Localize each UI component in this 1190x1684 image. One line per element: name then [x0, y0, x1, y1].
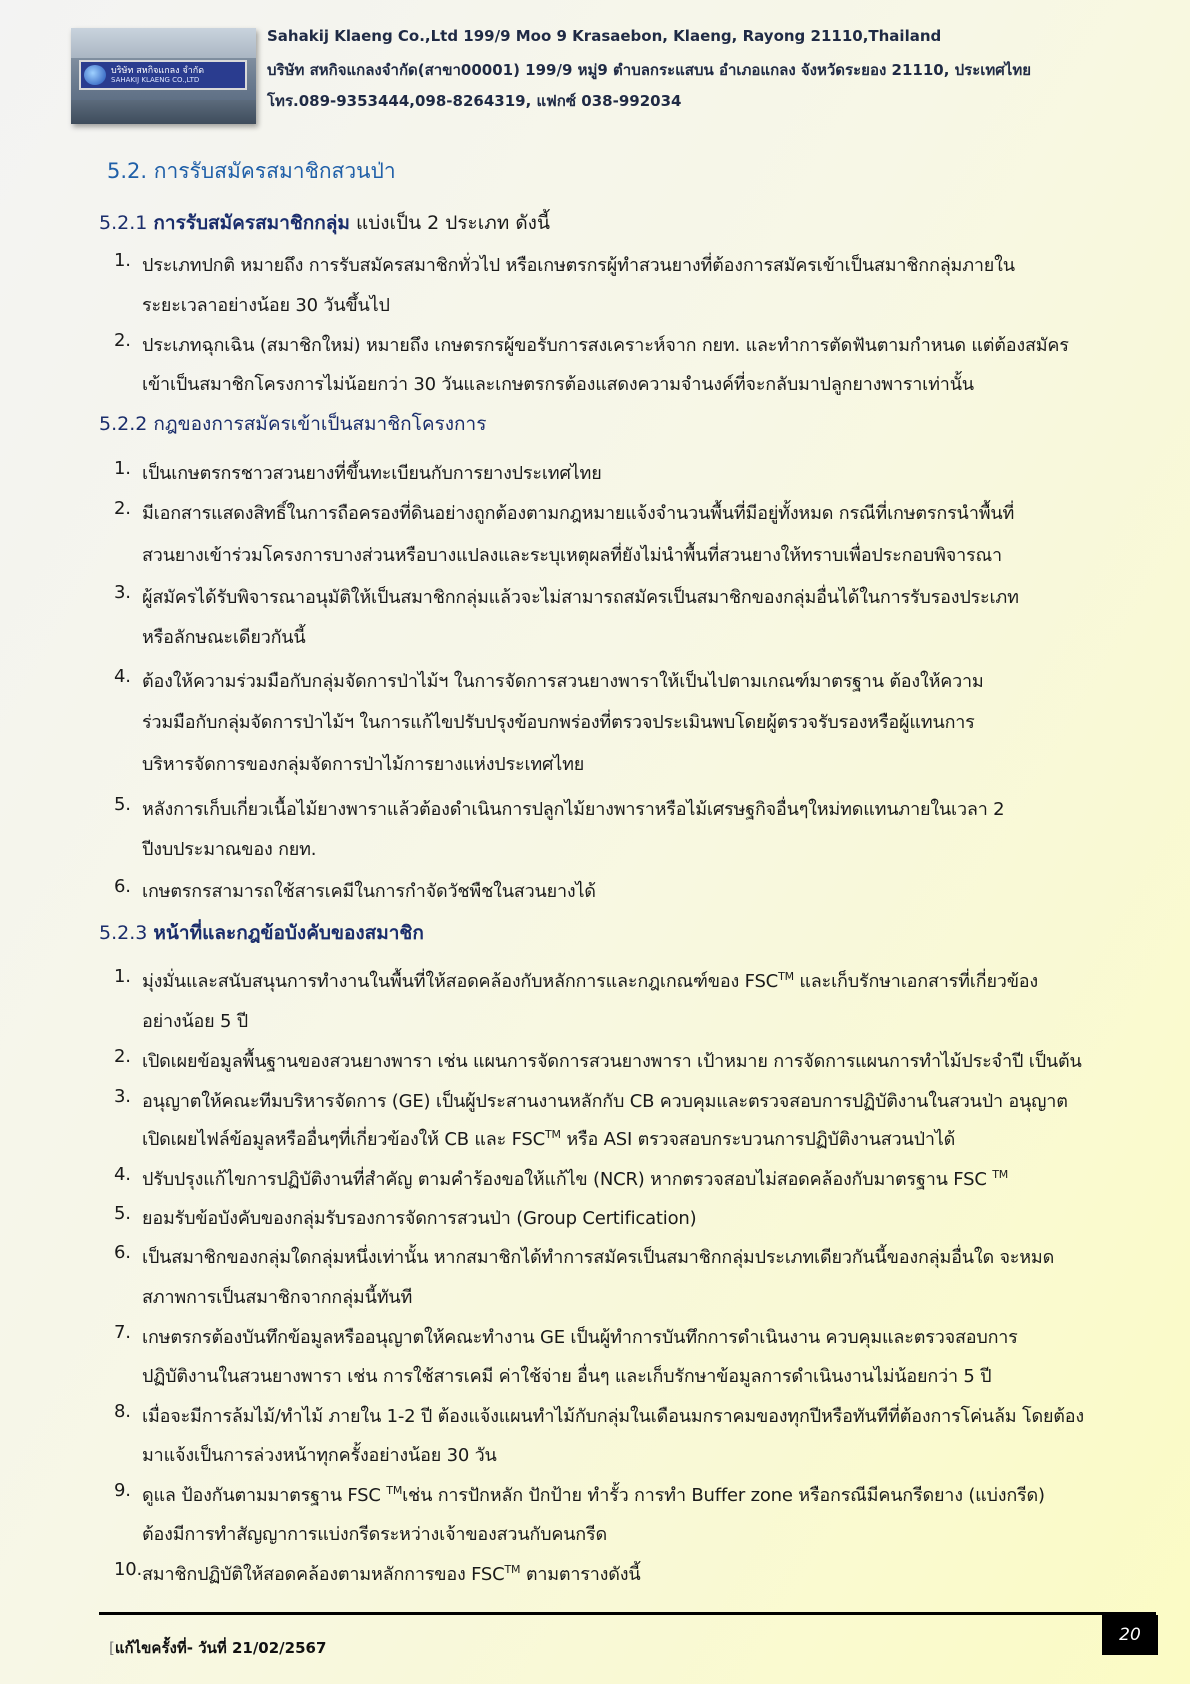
subsection-heading-5-2-3: 5.2.3 หน้าที่และกฎข้อบังคับของสมาชิก	[99, 922, 424, 944]
trademark-mark: TM	[545, 1128, 561, 1141]
list-item-continuation: ระยะเวลาอย่างน้อย 30 วันขึ้นไป	[142, 295, 390, 316]
list-item-continuation: สภาพการเป็นสมาชิกจากกลุ่มนี้ทันที	[142, 1287, 413, 1308]
list-item-continuation: อย่างน้อย 5 ปี	[142, 1011, 249, 1032]
section-title: 5.2. การรับสมัครสมาชิกสวนป่า	[107, 159, 396, 183]
list-item-continuation: ปีงบประมาณของ กยท.	[142, 839, 317, 860]
list-item-continuation: มาแจ้งเป็นการล่วงหน้าทุกครั้งอย่างน้อย 30 วัน	[142, 1445, 497, 1466]
trademark-mark: TM	[778, 970, 794, 983]
logo-text-english: SAHAKIJ KLAENG CO.,LTD	[111, 76, 200, 84]
revision-note: [แก้ไขครั้งที่- วันที่ 21/02/2567	[109, 1639, 327, 1657]
list-item-continuation: สวนยางเข้าร่วมโครงการบางส่วนหรือบางแปลงและระบุเหตุผลที่ยังไม่นำพื้นที่สวนยางให้ทราบเพื่อประกอบพิจารณา	[142, 545, 1002, 566]
header-address-thai: บริษัท สหกิจแกลงจำกัด(สาขา00001) 199/9 หมู่9 ตำบลกระแสบน อำเภอแกลง จังหวัดระยอง 21110, ประเทศไทย	[267, 61, 1032, 79]
list-item-continuation: บริหารจัดการของกลุ่มจัดการป่าไม้การยางแห่งประเทศไทย	[142, 754, 585, 775]
list-item-continuation: เข้าเป็นสมาชิกโครงการไม่น้อยกว่า 30 วันและเกษตรกรต้องแสดงความจำนงค์ที่จะกลับมาปลูกยางพาราเท่านั้น	[142, 374, 974, 395]
trademark-mark: TM	[504, 1563, 521, 1576]
document-page: บริษัท สหกิจแกลง จำกัด SAHAKIJ KLAENG CO.,LTD Sahakij Klaeng Co.,Ltd 199/9 Moo 9 Krasaebon, Klaeng, Rayong 21110,Thailand บริษัท สหกิจแกลงจำกัด(สาขา00001) 199/9 หมู่9 ตำบลกระแสบน อำเภอแกลง จังหวัดระยอง 21110, ประเทศไทย โทร.089-9353444,098-8264319, แฟกซ์ 038-992034 5.2. การรับสมัครสมาชิกสวนป่า 5.2.1 การรับสมัครสมาชิกกลุ่ม แบ่งเป็น 2 ประเภท ดังนี้ 1. ประเภทปกติ หมายถึง การรับสมัครสมาชิกทั่วไป หรือเกษตรกรผู้ทำสวนยางที่ต้องการสมัครเข้าเป็นสมาชิกกลุ่มภายใน ระยะเวลาอย่างน้อย 30 วันขึ้นไป 2. ประเภทฉุกเฉิน (สมาชิกใหม่) หมายถึง เกษตรกรผู้ขอรับการสงเคราะห์จาก กยท. และทำการตัดฟันตามกำหนด แต่ต้องสมัคร เข้าเป็นสมาชิกโครงการไม่น้อยกว่า 30 วันและเกษตรกรต้องแสดงความจำนงค์ที่จะกลับมาปลูกยางพาราเท่านั้น 5.2.2 กฎของการสมัครเข้าเป็นสมาชิกโครงการ 1. เป็นเกษตรกรชาวสวนยางที่ขึ้นทะเบียนกับการยางประเทศไทย 2. มีเอกสารแสดงสิทธิ์ในการถือครองที่ดินอย่างถูกต้องตามกฎหมายแจ้งจำนวนพื้นที่มีอยู่ทั้งหมด กรณีที่เกษตรกรนำพื้นที่ สวนยางเข้าร่วมโครงการบางส่วนหรือบางแปลงและระบุเหตุผลที่ยังไม่นำพื้นที่สวนยางให้ทราบเพื่อประกอบพิจารณา 3. ผู้สมัครได้รับพิจารณาอนุมัติให้เป็นสมาชิกกลุ่มแล้วจะไม่สามารถสมัครเป็นสมาชิกของกลุ่มอื่นได้ในการรับรองประเภท หรือลักษณะเดียวกันนี้ 4. ต้องให้ความร่วมมือกับกลุ่มจัดการป่าไม้ฯ ในการจัดการสวนยางพาราให้เป็นไปตามเกณฑ์มาตรฐาน ต้องให้ความ ร่วมมือกับกลุ่มจัดการป่าไม้ฯ ในการแก้ไขปรับปรุงข้อบกพร่องที่ตรวจประเมินพบโดยผู้ตรวจรับรองหรือผู้แทนการ บริหารจัดการของกลุ่มจัดการป่าไม้การยางแห่งประเทศไทย 5. หลังการเก็บเกี่ยวเนื้อไม้ยางพาราแล้วต้องดำเนินการปลูกไม้ยางพาราหรือไม้เศรษฐกิจอื่นๆใหม่ทดแทนภายในเวลา 2 ปีงบประมาณของ กยท. 6. เกษตรกรสามารถใช้สารเคมีในการกำจัดวัชพืชในสวนยางได้ 5.2.3 หน้าที่และกฎข้อบังคับของสมาชิก 1. มุ่งมั่นและสนับสนุนการทำงานในพื้นที่ให้สอดคล้องกับหลักการและกฎเกณฑ์ของ FSC™ และเก็บรักษาเอกสารที่เกี่ยวข้อง อย่างน้อย 5 ปี 2. เปิดเผยข้อมูลพื้นฐานของสวนยางพารา เช่น แผนการจัดการสวนยางพารา เป้าหมาย การจัดการแผนการทำไม้ประจำปี เป็นต้น 3. อนุญาตให้คณะทีมบริหารจัดการ (GE) เป็นผู้ประสานงานหลักกับ CB ควบคุมและตรวจสอบการปฏิบัติงานในสวนป่า อนุญาต เปิดเผยไฟล์ข้อมูลหรืออื่นๆที่เกี่ยวข้องให้ CB และ FSC™ หรือ ASI ตรวจสอบกระบวนการปฏิบัติงานสวนป่าได้ 4. ปรับปรุงแก้ไขการปฏิบัติงานที่สำคัญ ตามคำร้องขอให้แก้ไข (NCR) หากตรวจสอบไม่สอดคล้องกับมาตรฐาน FSC ™ 5. ยอมรับข้อบังคับของกลุ่มรับรองการจัดการสวนป่า (Group Certification) 6. เป็นสมาชิกของกลุ่มใดกลุ่มหนึ่งเท่านั้น หากสมาชิกได้ทำการสมัครเป็นสมาชิกกลุ่มประเภทเดียวกันนี้ของกลุ่มอื่นใด จะหมด สภาพการเป็นสมาชิกจากกลุ่มนี้ทันที 7. เกษตรกรต้องบันทึกข้อมูลหรืออนุญาตให้คณะทำงาน GE เป็นผู้ทำการบันทึกการดำเนินงาน ควบคุมและตรวจสอบการ ปฏิบัติงานในสวนยางพารา เช่น การใช้สารเคมี ค่าใช้จ่าย อื่นๆ และเก็บรักษาข้อมูลการดำเนินงานไม่น้อยกว่า 5 ปี 8. เมื่อจะมีการล้มไม้/ทำไม้ ภายใน 1-2 ปี ต้องแจ้งแผนทำไม้กับกลุ่มในเดือนมกราคมของทุกปีหรือทันทีที่ต้องการโค่นล้ม โดยต้อง มาแจ้งเป็นการล่วงหน้าทุกครั้งอย่างน้อย 30 วัน 9. ดูแล ป้องกันตามมาตรฐาน FSC ™เช่น การปักหลัก ปักป้าย ทำรั้ว การทำ Buffer zone หรือกรณีมีคนกรีดยาง (แบ่งกรีด) ต้องมีการทำสัญญาการแบ่งกรีดระหว่างเจ้าของสวนกับคนกรีด 10. สมาชิกปฏิบัติให้สอดคล้องตามหลักการของ FSC™ ตามตารางดังนี้ [แก้ไขครั้งที่- วันที่ 21/02/2567 20	[0, 0, 1190, 1684]
emblem-icon	[84, 65, 106, 85]
subsection-heading-5-2-1: 5.2.1 การรับสมัครสมาชิกกลุ่ม แบ่งเป็น 2 ประเภท ดังนี้	[99, 212, 550, 234]
trademark-mark: TM	[992, 1168, 1009, 1181]
logo-text-thai: บริษัท สหกิจแกลง จำกัด	[111, 66, 205, 76]
subsection-heading-5-2-2: 5.2.2 กฎของการสมัครเข้าเป็นสมาชิกโครงการ	[99, 413, 487, 435]
list-item-continuation: หรือลักษณะเดียวกันนี้	[142, 627, 306, 648]
company-logo	[71, 28, 256, 124]
trademark-mark: TM	[386, 1484, 403, 1497]
list-item-continuation: ปฏิบัติงานในสวนยางพารา เช่น การใช้สารเคมี ค่าใช้จ่าย อื่นๆ และเก็บรักษาข้อมูลการดำเนินงานไม่น้อยกว่า 5 ปี	[142, 1366, 992, 1387]
page-number: 20	[1102, 1615, 1158, 1655]
header-address-english: Sahakij Klaeng Co.,Ltd 199/9 Moo 9 Krasaebon, Klaeng, Rayong 21110,Thailand	[267, 27, 942, 45]
list-item-continuation: ต้องมีการทำสัญญาการแบ่งกรีดระหว่างเจ้าของสวนกับคนกรีด	[142, 1524, 607, 1545]
list-item-continuation: เปิดเผยไฟล์ข้อมูลหรืออื่นๆที่เกี่ยวข้องให้ CB และ FSC™ หรือ ASI ตรวจสอบกระบวนการปฏิบัติงานสวนป่าได้	[142, 1128, 956, 1150]
list-item-continuation: ร่วมมือกับกลุ่มจัดการป่าไม้ฯ ในการแก้ไขปรับปรุงข้อบกพร่องที่ตรวจประเมินพบโดยผู้ตรวจรับรองหรือผู้แทนการ	[142, 712, 975, 733]
company-sign	[79, 60, 247, 90]
footer-divider	[99, 1612, 1156, 1615]
header-contact: โทร.089-9353444,098-8264319, แฟกซ์ 038-992034	[267, 92, 682, 110]
